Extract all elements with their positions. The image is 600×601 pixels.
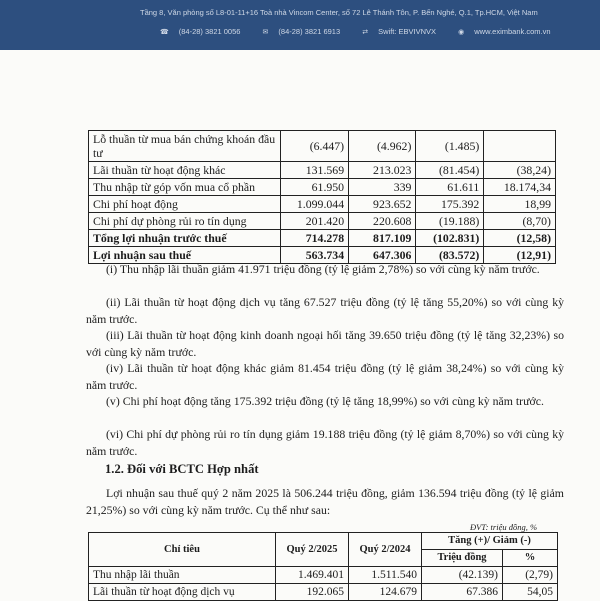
table-row: [89, 131, 556, 162]
cell-q2-2024: (4.962): [349, 131, 416, 162]
table-row: [89, 179, 556, 196]
header-q2-2024: Quý 2/2024: [349, 533, 422, 567]
cell-change-amount: (83.572): [416, 247, 484, 264]
cell-q2-2025: 131.569: [281, 162, 349, 179]
row-label: Thu nhập lãi thuần: [89, 567, 276, 584]
cell-change-amount: (19.188): [416, 213, 484, 230]
cell-change-amount: (102.831): [416, 230, 484, 247]
letterhead-banner: [0, 0, 600, 50]
table-row: [89, 584, 558, 601]
cell-q2-2025: 192.065: [276, 584, 349, 601]
fax-icon: ✉: [262, 29, 269, 36]
cell-change-percent: 54,05: [503, 584, 558, 601]
table-row-total-pretax: [89, 230, 556, 247]
section-heading: 1.2. Đối với BCTC Hợp nhất: [105, 462, 259, 476]
cell-change-amount: (81.454): [416, 162, 484, 179]
row-label: Thu nhập từ góp vốn mua cổ phần: [89, 179, 281, 196]
table-row: [89, 162, 556, 179]
header-percent: %: [503, 550, 558, 567]
note-paragraph: (iii) Lãi thuần từ hoạt động kinh doanh ngoại hối tăng 39.650 triệu đồng (tỷ lệ tăng 32,23%) so với cùng kỳ năm trước.: [86, 328, 564, 359]
unit-note: ĐVT: triệu đồng, %: [470, 522, 538, 532]
cell-change-amount: (42.139): [422, 567, 503, 584]
cell-change-amount: 61.611: [416, 179, 484, 196]
letterhead-contacts: [160, 27, 590, 36]
table-row: [89, 196, 556, 213]
cell-q2-2024: 220.608: [349, 213, 416, 230]
cell-q2-2024: 923.652: [349, 196, 416, 213]
cell-change-amount: (1.485): [416, 131, 484, 162]
swift-icon: ⇄: [362, 29, 369, 36]
header-q2-2025: Quý 2/2025: [276, 533, 349, 567]
consolidated-financials-table: [88, 532, 558, 601]
letterhead-address: Tầng 8, Văn phòng số L8-01-11+16 Toà nhà Vincom Center, số 72 Lê Thánh Tôn, P. Bến Nghé, Q.1, Tp.HCM, Việt Nam: [140, 8, 538, 17]
cell-change-percent: 18,99: [484, 196, 556, 213]
website-contact: ◉ www.eximbank.com.vn: [458, 27, 551, 36]
cell-change-percent: (38,24): [484, 162, 556, 179]
table-header-row: [89, 533, 558, 550]
cell-change-percent: (12,58): [484, 230, 556, 247]
phone-icon: ☎: [160, 29, 169, 36]
table-row: [89, 213, 556, 230]
cell-change-percent: (2,79): [503, 567, 558, 584]
cell-q2-2024: 213.023: [349, 162, 416, 179]
cell-q2-2024: 339: [349, 179, 416, 196]
header-change: Tăng (+)/ Giảm (-): [422, 533, 558, 550]
cell-change-amount: 175.392: [416, 196, 484, 213]
row-label: Lãi thuần từ hoạt động dịch vụ: [89, 584, 276, 601]
row-label: Lỗ thuần từ mua bán chứng khoán đầu tư: [89, 131, 281, 162]
cell-q2-2025: 563.734: [281, 247, 349, 264]
cell-change-amount: 67.386: [422, 584, 503, 601]
swift-contact: ⇄ Swift: EBVIVNVX: [362, 27, 437, 36]
note-paragraph: (i) Thu nhập lãi thuần giảm 41.971 triệu đồng (tỷ lệ giảm 2,78%) so với cùng kỳ năm trước.: [106, 262, 540, 276]
row-label: Lãi thuần từ hoạt động khác: [89, 162, 281, 179]
cell-change-percent: (8,70): [484, 213, 556, 230]
row-label: Tổng lợi nhuận trước thuế: [89, 230, 281, 247]
cell-q2-2024: 647.306: [349, 247, 416, 264]
note-paragraph: (ii) Lãi thuần từ hoạt động dịch vụ tăng 67.527 triệu đồng (tỷ lệ tăng 55,20%) so với cùng kỳ năm trước.: [86, 295, 564, 326]
phone-contact: ☎ (84-28) 3821 0056: [160, 27, 241, 36]
globe-icon: ◉: [458, 29, 465, 36]
note-paragraph: (iv) Lãi thuần từ hoạt động khác giảm 81.454 triệu đồng (tỷ lệ giảm 38,24%) so với cùng kỳ năm trước.: [86, 361, 564, 392]
cell-change-percent: [484, 131, 556, 162]
cell-q2-2024: 124.679: [349, 584, 422, 601]
cell-q2-2025: 61.950: [281, 179, 349, 196]
cell-q2-2025: 1.099.044: [281, 196, 349, 213]
row-label: Chi phí hoạt động: [89, 196, 281, 213]
header-indicator: Chỉ tiêu: [89, 533, 276, 567]
cell-q2-2024: 817.109: [349, 230, 416, 247]
cell-q2-2025: 201.420: [281, 213, 349, 230]
table-row: [89, 567, 558, 584]
row-label: Chi phí dự phòng rủi ro tín dụng: [89, 213, 281, 230]
separate-financials-table: [88, 130, 556, 264]
note-paragraph: (v) Chi phí hoạt động tăng 175.392 triệu đồng (tỷ lệ tăng 18,99%) so với cùng kỳ năm trước.: [106, 394, 544, 408]
cell-q2-2025: (6.447): [281, 131, 349, 162]
header-million: Triệu đồng: [422, 550, 503, 567]
note-paragraph: (vi) Chi phí dự phòng rủi ro tín dụng giảm 19.188 triệu đồng (tỷ lệ giảm 8,70%) so với cùng kỳ năm trước.: [86, 427, 564, 458]
cell-change-percent: (12,91): [484, 247, 556, 264]
section-paragraph: Lợi nhuận sau thuế quý 2 năm 2025 là 506.244 triệu đồng, giảm 136.594 triệu đồng (tỷ lệ giảm 21,25%) so với cùng kỳ năm trước. Cụ thể như sau:: [86, 486, 564, 517]
cell-q2-2024: 1.511.540: [349, 567, 422, 584]
row-label: Lợi nhuận sau thuế: [89, 247, 281, 264]
fax-contact: ✉ (84-28) 3821 6913: [262, 27, 341, 36]
cell-q2-2025: 1.469.401: [276, 567, 349, 584]
cell-change-percent: 18.174,34: [484, 179, 556, 196]
cell-q2-2025: 714.278: [281, 230, 349, 247]
